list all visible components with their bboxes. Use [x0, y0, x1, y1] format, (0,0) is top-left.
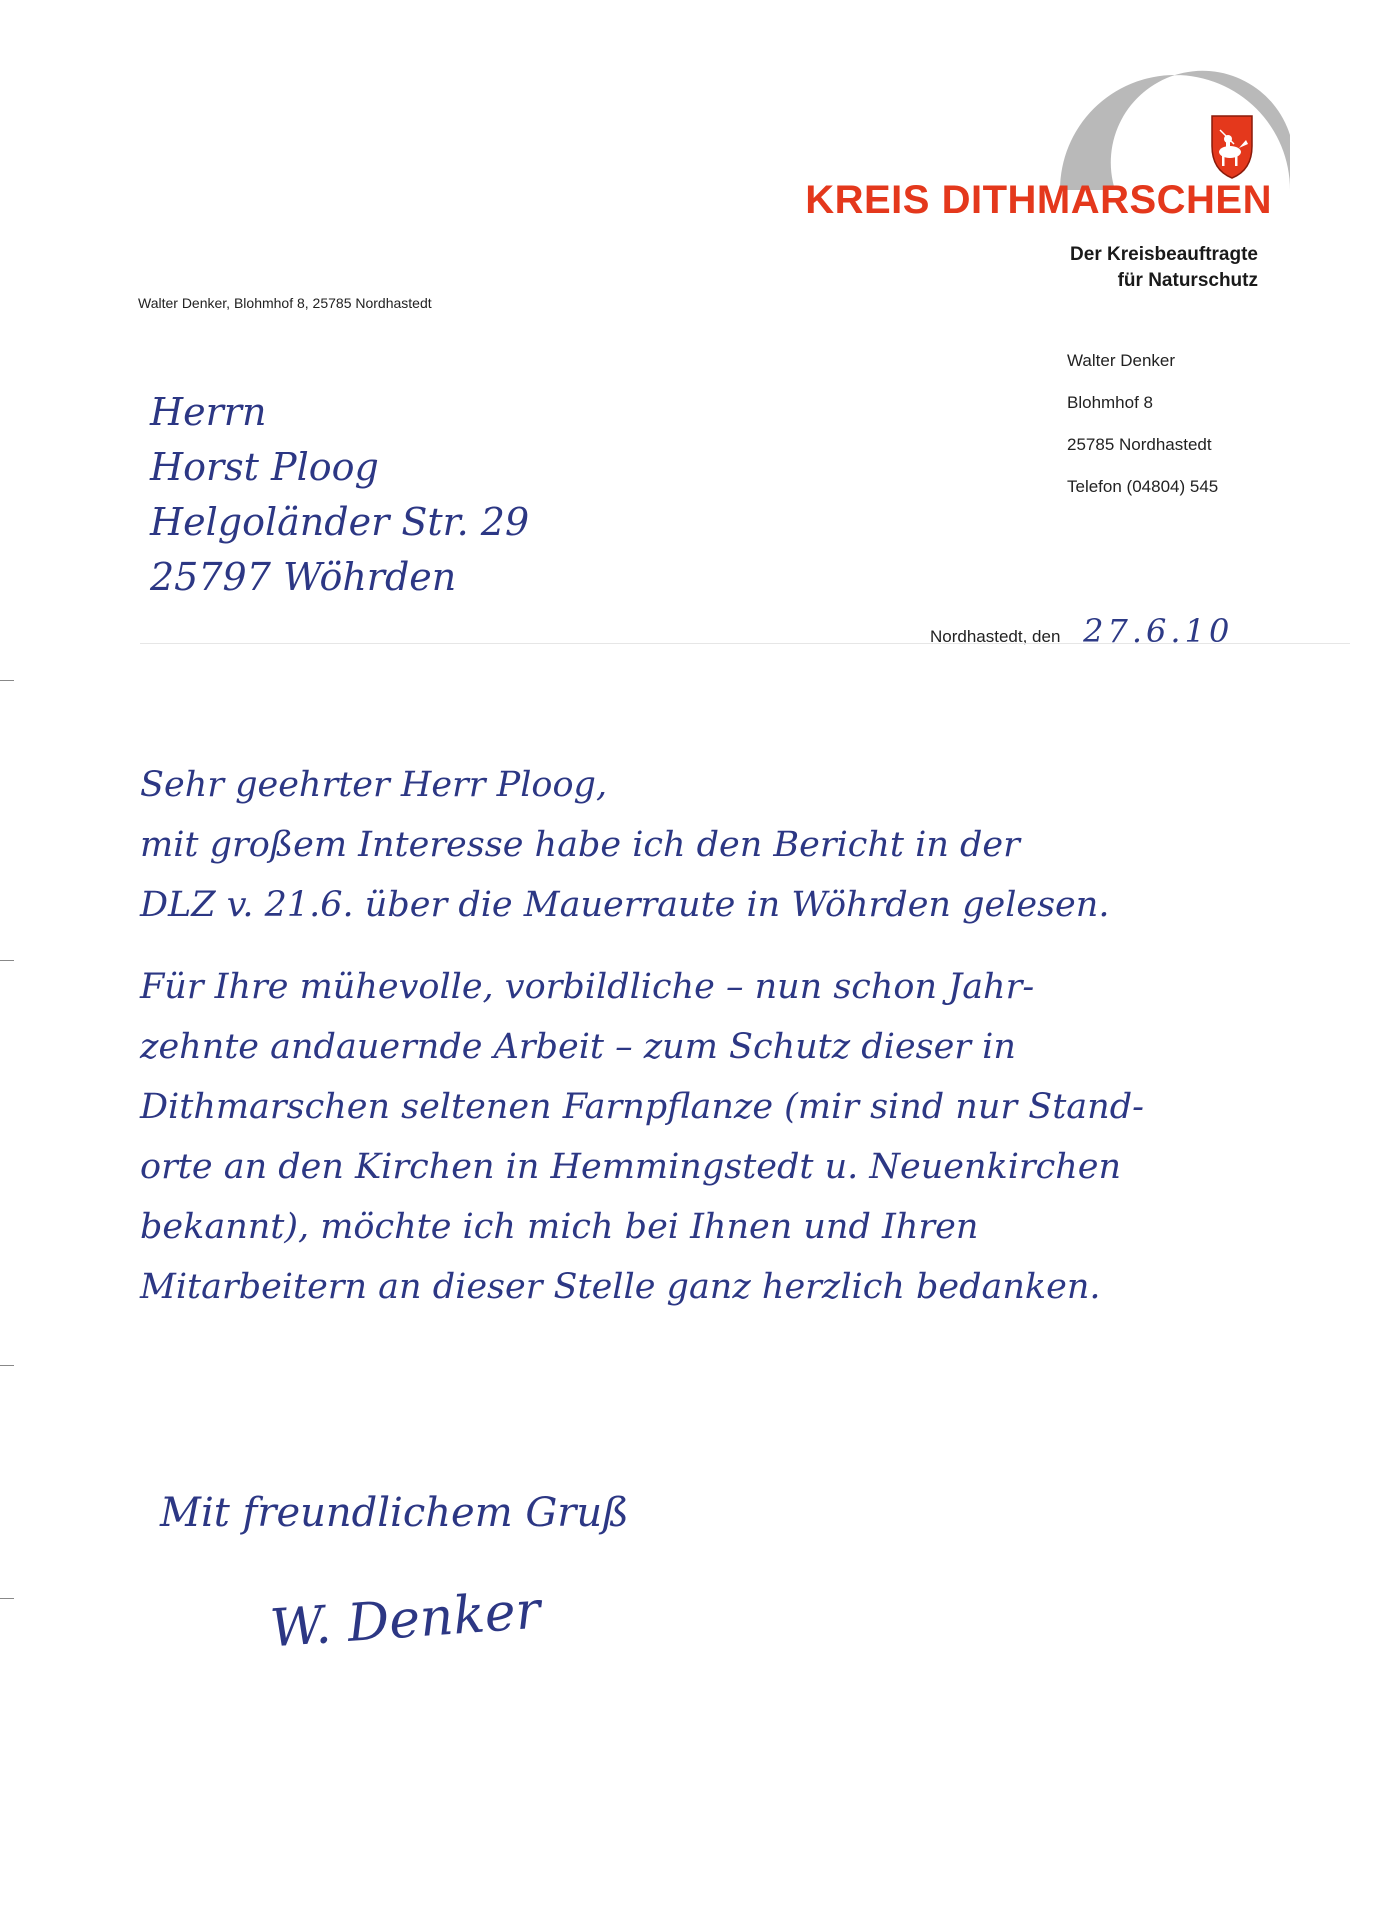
- recipient-name: Horst Ploog: [150, 445, 379, 489]
- margin-mark: [0, 680, 14, 681]
- contact-name: Walter Denker: [1067, 351, 1176, 370]
- body-line: DLZ v. 21.6. über die Mauerraute in Wöhrden gelesen.: [140, 885, 1110, 925]
- letterhead-logo-arc: [1040, 40, 1290, 190]
- body-line: mit großem Interesse habe ich den Bericht in der: [140, 825, 1020, 865]
- signature: W. Denker: [268, 1580, 543, 1660]
- department-line-2: für Naturschutz: [1117, 270, 1258, 291]
- contact-street: Blohmhof 8: [1067, 393, 1153, 412]
- letter-body: [140, 755, 1290, 1317]
- body-line: orte an den Kirchen in Hemmingstedt u. Neuenkirchen: [140, 1147, 1122, 1187]
- margin-mark: [0, 960, 14, 961]
- margin-mark: [0, 1365, 14, 1366]
- contact-phone: Telefon (04804) 545: [1067, 477, 1219, 496]
- date-line: [930, 612, 1233, 650]
- contact-block: [1067, 340, 1218, 508]
- closing-phrase: Mit freundlichem Gruß: [160, 1490, 629, 1536]
- date-label: Nordhastedt, den: [930, 627, 1061, 646]
- coat-of-arms-icon: [1212, 116, 1252, 178]
- department-title: [900, 242, 1258, 294]
- margin-mark: [0, 1598, 14, 1599]
- recipient-salutation: Herrn: [150, 390, 267, 434]
- contact-city: 25785 Nordhastedt: [1067, 435, 1212, 454]
- sender-return-address: Walter Denker, Blohmhof 8, 25785 Nordhastedt: [138, 295, 432, 311]
- letter-greeting: Sehr geehrter Herr Ploog,: [140, 765, 608, 805]
- department-line-1: Der Kreisbeauftragte: [1070, 244, 1258, 265]
- body-line: bekannt), möchte ich mich bei Ihnen und Ihren: [140, 1207, 979, 1247]
- body-line: Für Ihre mühevolle, vorbildliche – nun schon Jahr-: [140, 967, 1035, 1007]
- recipient-address: [150, 385, 529, 605]
- date-value: 27.6.10: [1083, 612, 1234, 650]
- divider-line: [140, 643, 1350, 644]
- body-line: zehnte andauernde Arbeit – zum Schutz dieser in: [140, 1027, 1016, 1067]
- body-line: Dithmarschen seltenen Farnpflanze (mir sind nur Stand-: [140, 1087, 1144, 1127]
- recipient-city: 25797 Wöhrden: [150, 555, 457, 599]
- recipient-street: Helgoländer Str. 29: [150, 500, 530, 544]
- organization-name: KREIS DITHMARSCHEN: [805, 178, 1272, 222]
- body-line: Mitarbeitern an dieser Stelle ganz herzlich bedanken.: [140, 1267, 1101, 1307]
